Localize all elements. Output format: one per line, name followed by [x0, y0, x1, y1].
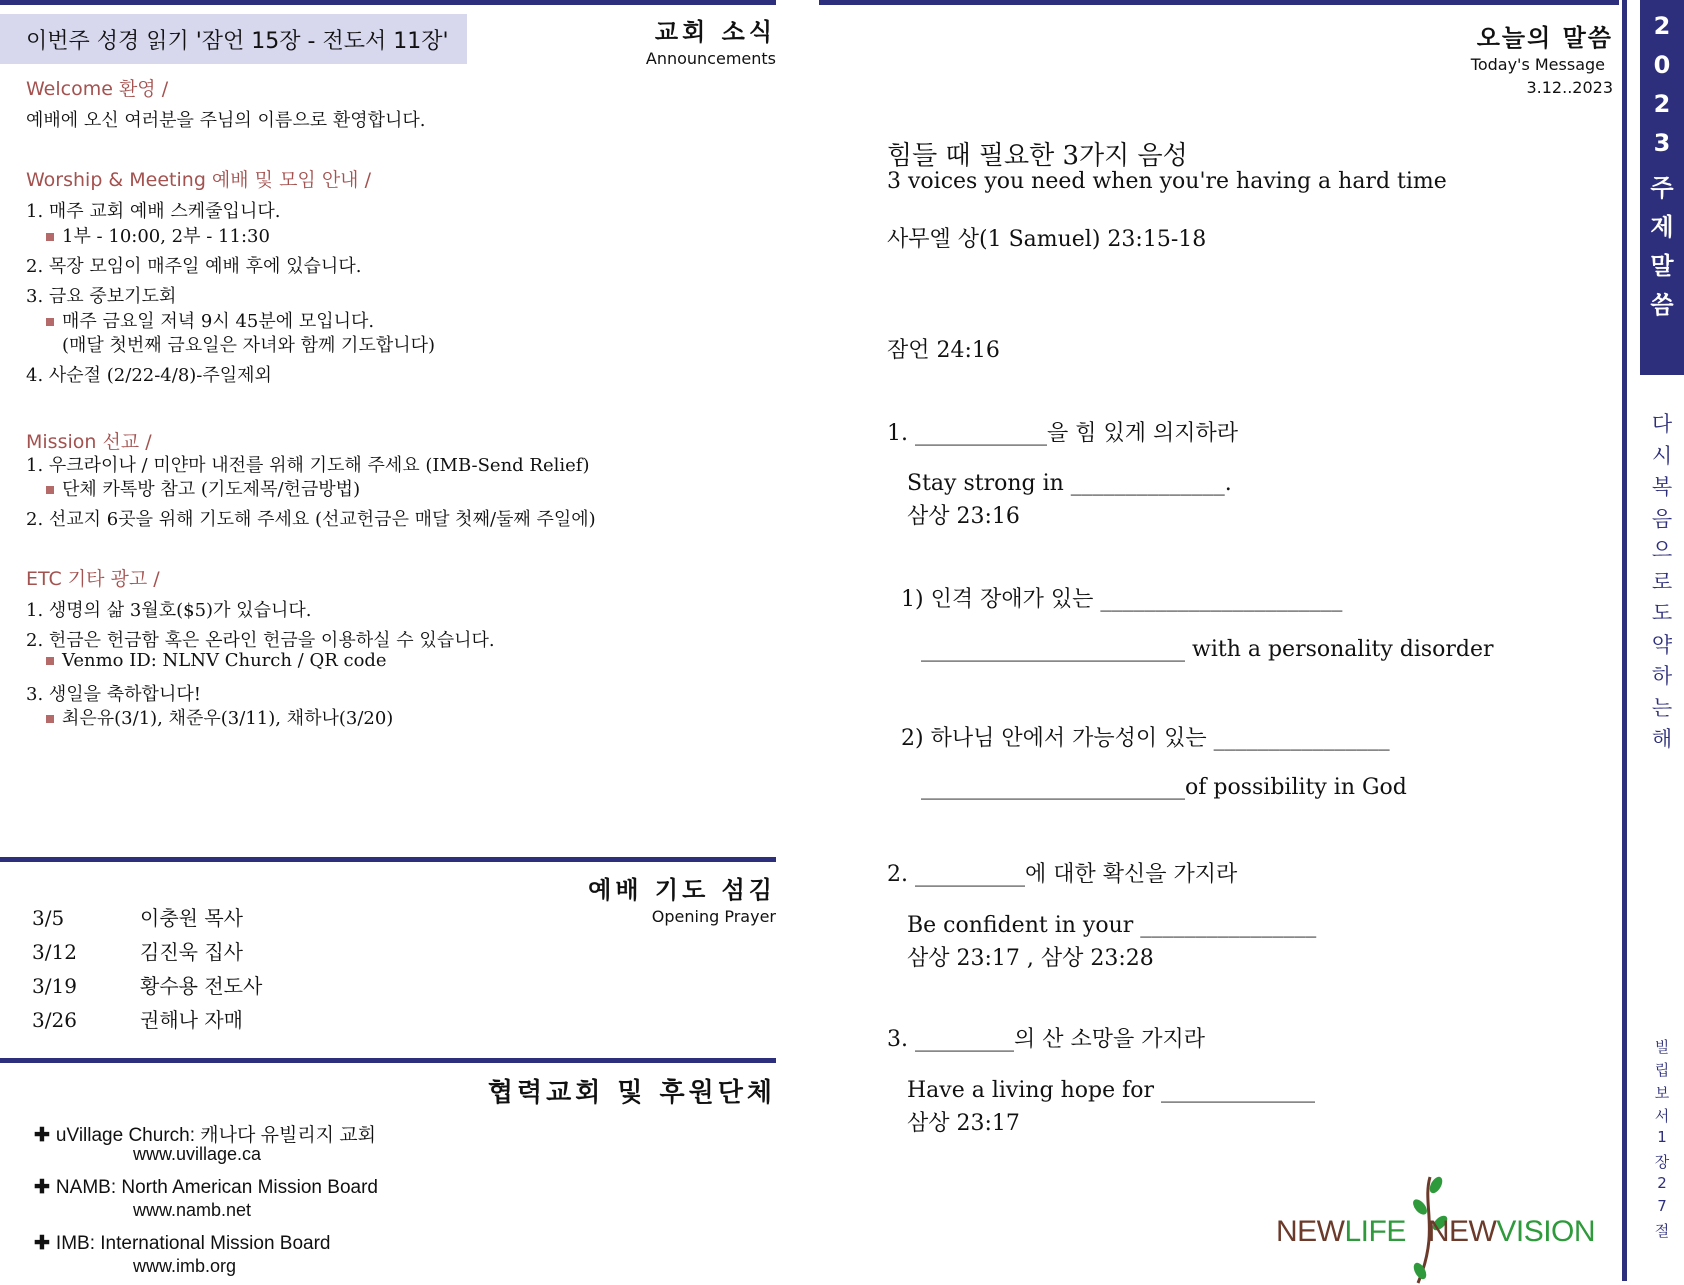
- prayer-row: [32, 970, 262, 999]
- vertical-char: 복: [1651, 475, 1673, 499]
- vertical-char: 1: [1657, 1128, 1667, 1146]
- message-title-en: Today's Message: [1470, 55, 1605, 74]
- partner-url[interactable]: www.namb.net: [133, 1200, 252, 1220]
- point-1-sub-1-en: ________________________ with a personality disorder: [921, 637, 1494, 662]
- worship-line-1a: 1부 - 10:00, 2부 - 11:30: [46, 222, 270, 248]
- vertical-char: 하: [1651, 664, 1673, 688]
- point-1-ref: 삼상 23:16: [907, 504, 1020, 529]
- prayer-name: 황수용 전도사: [140, 974, 263, 998]
- point-2: 2. __________에 대한 확신을 가지라: [887, 862, 1238, 887]
- top-rule-left: [0, 0, 776, 5]
- prayer-row: [32, 1004, 243, 1033]
- scripture: 사무엘 상(1 Samuel) 23:15-18: [887, 227, 1207, 252]
- weekly-reading-banner: [0, 14, 467, 64]
- point-1: 1. ____________을 힘 있게 의지하라: [887, 421, 1238, 446]
- point-3: 3. _________의 산 소망을 가지라: [887, 1027, 1205, 1052]
- vertical-char: 3: [1653, 129, 1671, 157]
- weekly-reading-text: 이번주 성경 읽기 '잠언 15장 - 전도서 11장': [26, 29, 449, 54]
- worship-line-3b: (매달 첫번째 금요일은 자녀와 함께 기도합니다): [62, 335, 436, 356]
- key-verse: 잠언 24:16: [887, 338, 1000, 363]
- point-3-ref: 삼상 23:17: [907, 1111, 1020, 1136]
- point-1-sub-1: 1) 인격 장애가 있는 ______________________: [901, 587, 1343, 612]
- partner-name: uVillage Church: 캐나다 유빌리지 교회: [55, 1125, 377, 1146]
- sidebar-divider: [1622, 0, 1627, 1281]
- announcements-title: [646, 12, 776, 68]
- partner-url[interactable]: www.imb.org: [133, 1256, 237, 1276]
- mission-line-1: 1. 우크라이나 / 미얀마 내전를 위해 기도해 주세요 (IMB-Send Relief): [26, 455, 590, 476]
- prayer-date: 3/12: [32, 940, 77, 964]
- vertical-char: 빌: [1654, 1038, 1670, 1056]
- prayer-date: 3/19: [32, 974, 77, 998]
- partner-item: [34, 1232, 331, 1276]
- vertical-char: 로: [1651, 569, 1673, 594]
- vertical-char: 제: [1650, 213, 1674, 241]
- point-3-en: Have a living hope for ______________: [907, 1078, 1316, 1103]
- prayer-name: 이충원 목사: [140, 906, 243, 930]
- cross-icon: ✚: [34, 1125, 50, 1146]
- vertical-char: 으: [1651, 538, 1673, 562]
- prayer-date: 3/5: [32, 906, 65, 930]
- prayer-title-en: Opening Prayer: [651, 907, 776, 926]
- etc-heading: ETC 기타 광고 /: [26, 568, 160, 590]
- worship-line-1: 1. 매주 교회 예배 스케줄입니다.: [26, 201, 281, 222]
- vertical-char: 립: [1654, 1061, 1670, 1079]
- vertical-char: 주: [1650, 174, 1674, 202]
- partner-item: [34, 1120, 377, 1164]
- mission-line-2: 2. 선교지 6곳을 위해 기도해 주세요 (선교헌금은 매달 첫째/둘째 주일에): [26, 509, 596, 530]
- point-2-en: Be confident in your ________________: [907, 913, 1317, 938]
- announcements-title-en: Announcements: [645, 49, 776, 68]
- mission-line-1a: 단체 카톡방 참고 (기도제목/헌금방법): [46, 475, 360, 501]
- point-1-en: Stay strong in ______________.: [907, 471, 1232, 496]
- prayer-row: [32, 902, 243, 931]
- worship-line-2: 2. 목장 모임이 매주일 예배 후에 있습니다.: [26, 256, 362, 277]
- worship-line-3: 3. 금요 중보기도회: [26, 286, 177, 307]
- prayer-rule: [0, 857, 776, 862]
- prayer-title: [588, 870, 776, 926]
- prayer-row: [32, 936, 243, 965]
- mission-heading: Mission 선교 /: [26, 431, 152, 453]
- point-1-sub-2: 2) 하나님 안에서 가능성이 있는 ________________: [901, 726, 1390, 751]
- vertical-char: 씀: [1650, 291, 1674, 319]
- partners-rule: [0, 1058, 776, 1063]
- etc-line-1: 1. 생명의 삶 3월호($5)가 있습니다.: [26, 600, 312, 621]
- vertical-char: 2: [1653, 90, 1671, 118]
- logo-new-2: NEW: [1427, 1215, 1497, 1248]
- logo-wordmark: [1276, 1215, 1595, 1249]
- partner-item: [34, 1176, 378, 1220]
- etc-line-2: 2. 헌금은 헌금함 혹은 온라인 헌금을 이용하실 수 있습니다.: [26, 630, 495, 651]
- vertical-char: 음: [1651, 506, 1673, 531]
- prayer-title-ko: 예배 기도 섬김: [588, 875, 776, 904]
- vertical-char: 보: [1654, 1084, 1670, 1102]
- worship-line-3a: 매주 금요일 저녁 9시 45분에 모입니다.: [46, 307, 374, 333]
- vertical-char: 약: [1651, 632, 1673, 657]
- prayer-name: 권해나 자매: [140, 1008, 243, 1032]
- worship-line-4: 4. 사순절 (2/22-4/8)-주일제외: [26, 365, 272, 386]
- announcements-title-ko: 교회 소식: [654, 17, 776, 46]
- vertical-char: 도: [1651, 601, 1673, 625]
- message-title: [1471, 18, 1613, 97]
- vertical-char: 다: [1651, 412, 1673, 436]
- sermon-title-en: 3 voices you need when you're having a hard time: [887, 169, 1447, 194]
- partner-name: NAMB: North American Mission Board: [55, 1177, 378, 1198]
- vertical-char: 해: [1651, 727, 1673, 751]
- cross-icon: ✚: [34, 1177, 50, 1198]
- partner-name: IMB: International Mission Board: [55, 1233, 331, 1254]
- cross-icon: ✚: [34, 1233, 50, 1254]
- partners-title: [488, 1072, 776, 1109]
- vertical-char: 2: [1653, 12, 1671, 40]
- etc-line-2a: Venmo ID: NLNV Church / QR code: [46, 650, 387, 671]
- welcome-text: 예배에 오신 여러분을 주님의 이름으로 환영합니다.: [26, 110, 426, 131]
- logo-vision: VISION: [1496, 1215, 1596, 1248]
- vertical-char: 0: [1653, 51, 1671, 79]
- etc-line-3: 3. 생일을 축하합니다!: [26, 684, 201, 705]
- sermon-title-ko: 힘들 때 필요한 3가지 음성: [887, 141, 1188, 171]
- vertical-char: 2: [1657, 1174, 1667, 1192]
- vertical-char: 절: [1654, 1222, 1670, 1240]
- vertical-char: 는: [1651, 695, 1673, 720]
- partners-title-ko: 협력교회 및 후원단체: [487, 1078, 776, 1108]
- worship-heading: Worship & Meeting 예배 및 모임 안내 /: [26, 169, 371, 191]
- message-title-ko: 오늘의 말씀: [1476, 23, 1613, 52]
- vertical-char: 장: [1654, 1153, 1670, 1171]
- vertical-char: 말: [1650, 252, 1674, 280]
- point-2-ref: 삼상 23:17 , 삼상 23:28: [907, 946, 1154, 971]
- logo-life: LIFE: [1344, 1215, 1406, 1248]
- logo-new-1: NEW: [1276, 1215, 1345, 1248]
- partner-url[interactable]: www.uvillage.ca: [133, 1144, 262, 1164]
- welcome-heading: Welcome 환영 /: [26, 78, 169, 100]
- vertical-char: 시: [1651, 443, 1673, 468]
- point-1-sub-2-en: ________________________of possibility in God: [921, 775, 1407, 800]
- prayer-date: 3/26: [32, 1008, 77, 1032]
- vertical-char: 서: [1654, 1107, 1670, 1125]
- church-logo: [1276, 1175, 1606, 1285]
- message-date: 3.12..2023: [1526, 78, 1613, 97]
- etc-line-3a: 최은유(3/1), 채준우(3/11), 채하나(3/20): [46, 704, 393, 730]
- top-rule-right: [819, 0, 1619, 5]
- vertical-char: 7: [1657, 1197, 1667, 1215]
- prayer-name: 김진욱 집사: [140, 940, 243, 964]
